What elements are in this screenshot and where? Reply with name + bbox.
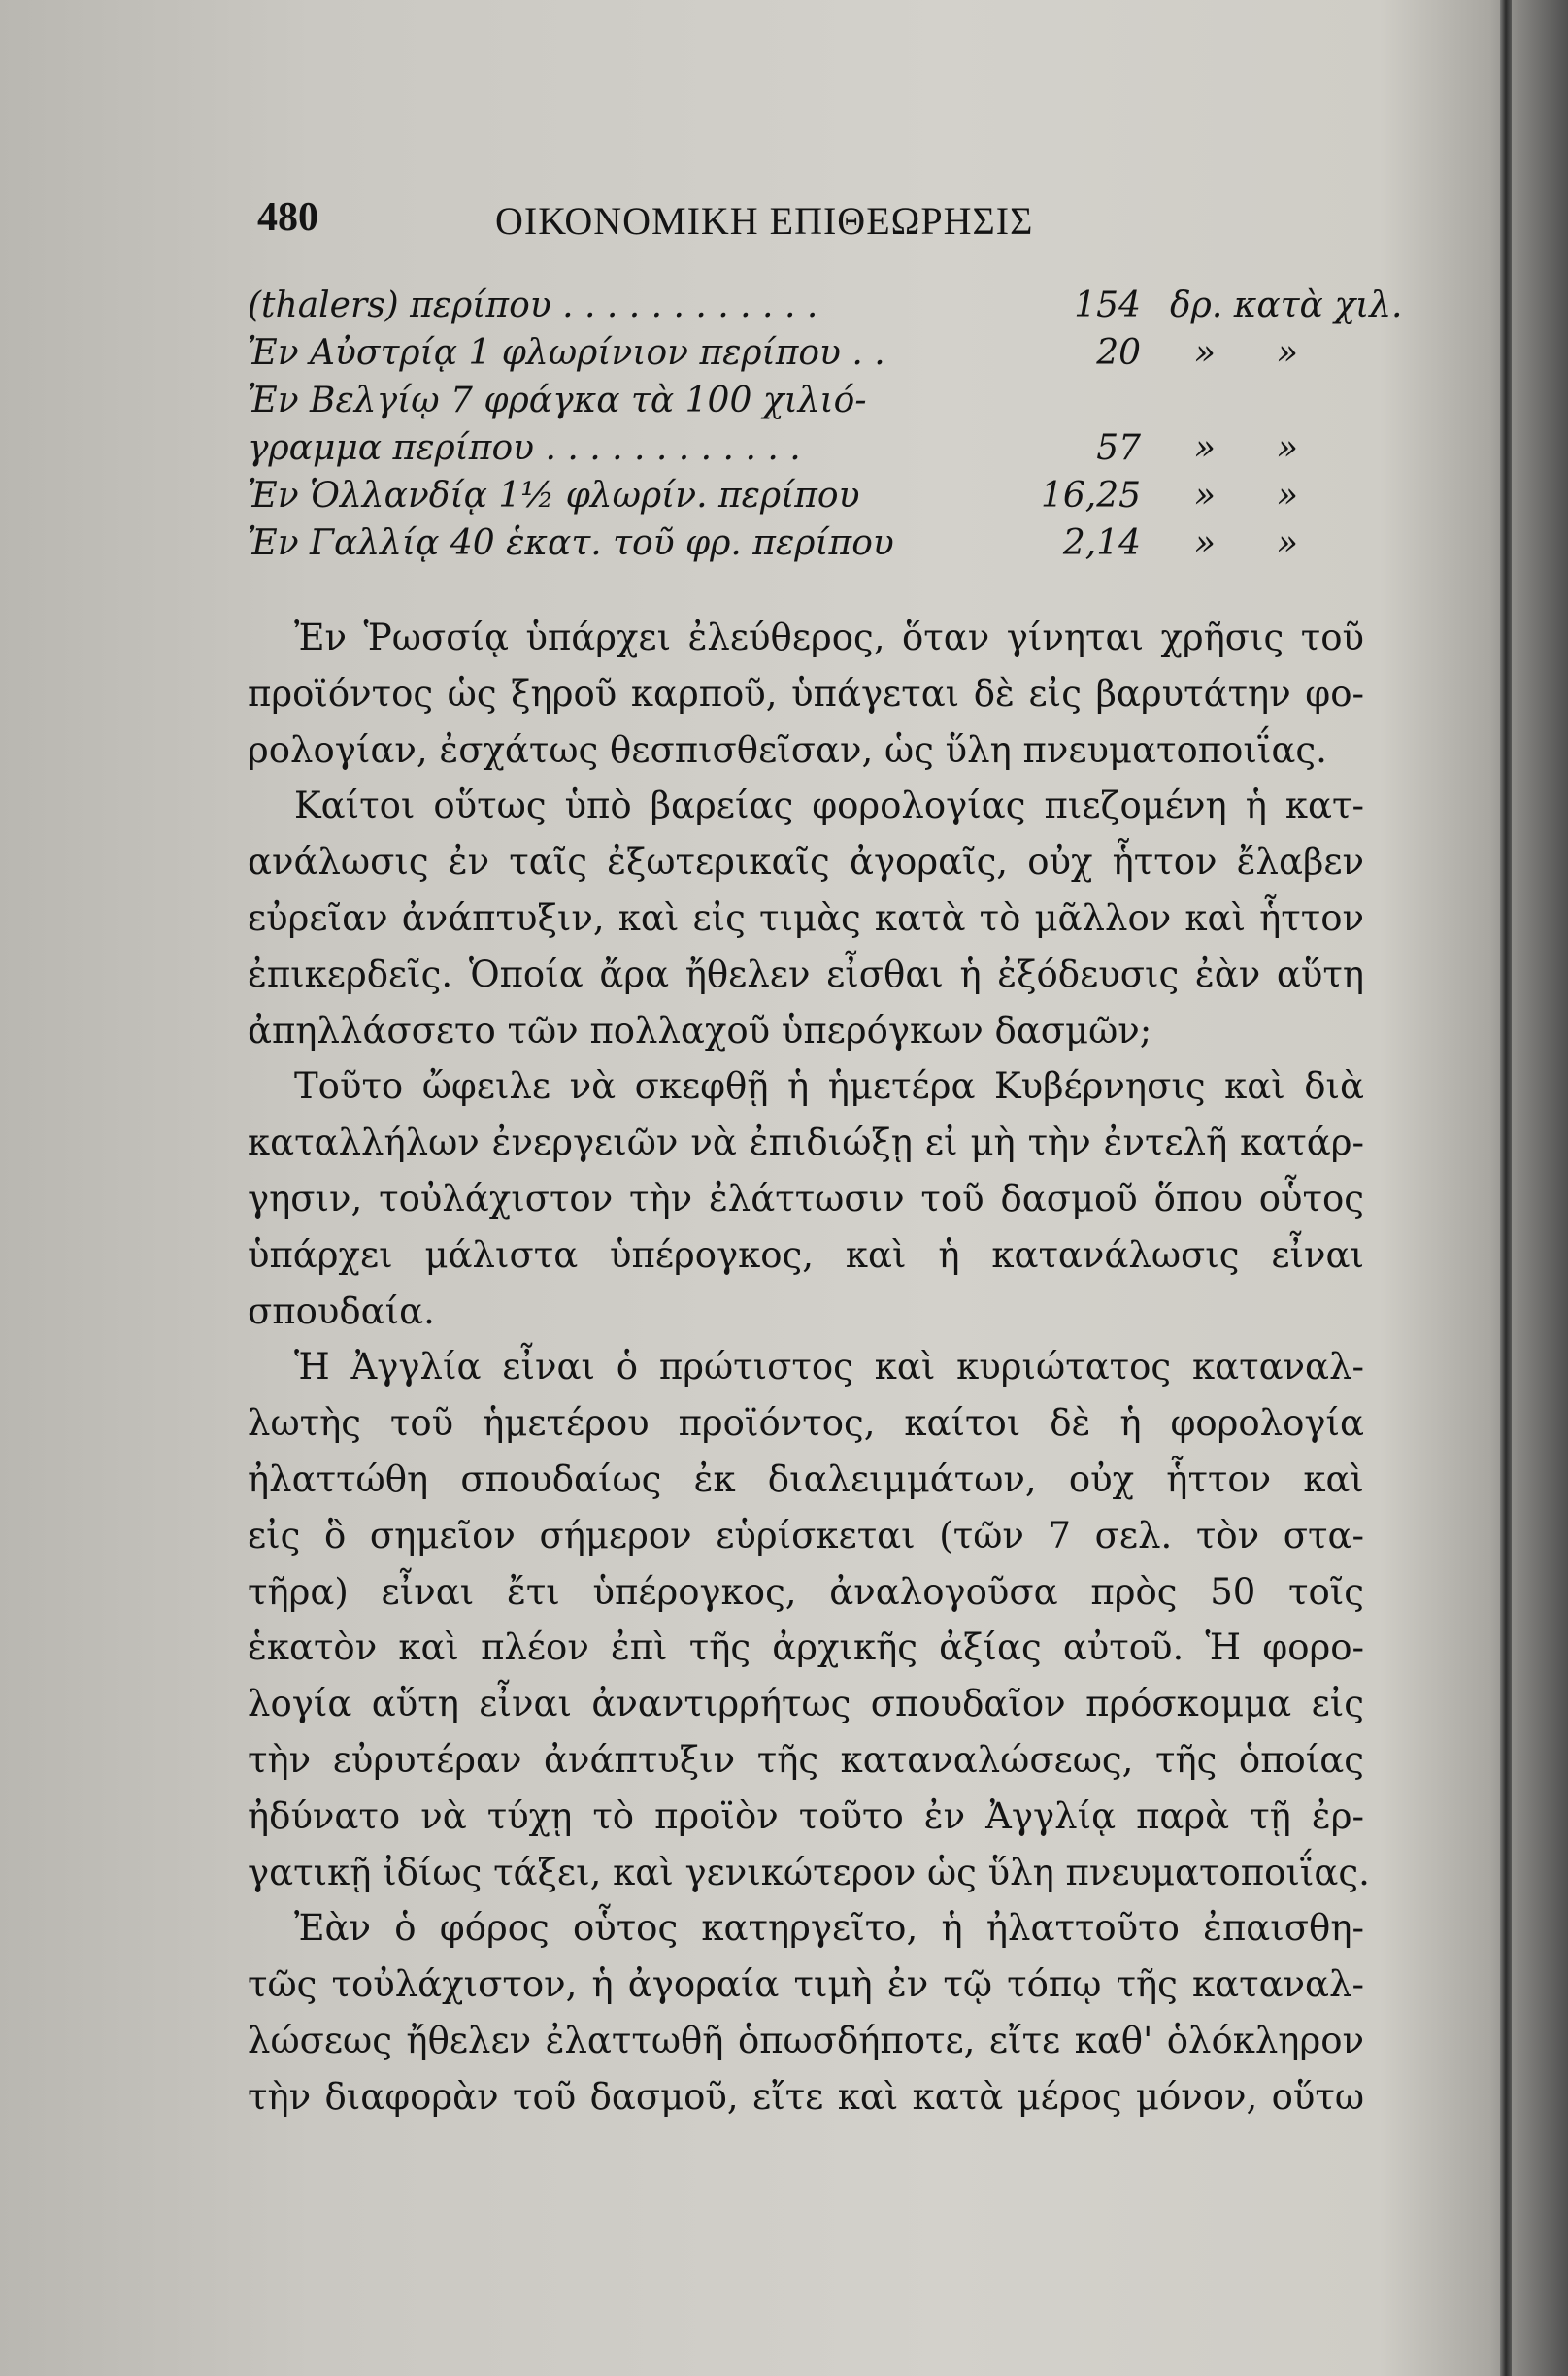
- table-row: [248, 476, 1364, 523]
- text-line: Τοῦτο ὤφειλε νὰ σκεφθῇ ἡ ἡμετέρα Κυβέρνησις καὶ διὰ: [294, 1065, 1364, 1108]
- price-table: [248, 285, 1403, 571]
- page-number: 480: [257, 195, 318, 240]
- book-gutter: [1500, 0, 1512, 2376]
- ditto-mark: »: [1194, 523, 1217, 563]
- table-row: [248, 523, 1364, 571]
- row-label: Ἐν Γαλλίᾳ 40 ἑκατ. τοῦ φρ. περίπου: [248, 523, 894, 563]
- text-line: γησιν, τοὐλάχιστον τὴν ἐλάττωσιν τοῦ δασμοῦ ὅπου οὗτος: [248, 1177, 1364, 1220]
- text-line: Καίτοι οὕτως ὑπὸ βαρείας φορολογίας πιεζομένη ἡ κατ-: [294, 785, 1364, 827]
- table-row: [248, 333, 1364, 381]
- row-unit: δρ. κατὰ χιλ.: [1170, 285, 1403, 325]
- text-line: λώσεως ἤθελεν ἐλαττωθῆ ὁπωσδήποτε, εἴτε καθ' ὁλόκληρον: [248, 2019, 1364, 2061]
- ditto-mark: »: [1277, 333, 1299, 373]
- text-line: εἰς ὃ σημεῖον σήμερον εὑρίσκεται (τῶν 7 σελ. τὸν στα-: [248, 1514, 1364, 1556]
- table-row: [248, 285, 1403, 333]
- text-line: ἑκατὸν καὶ πλέον ἐπὶ τῆς ἀρχικῆς ἀξίας αὐτοῦ. Ἡ φορο-: [248, 1626, 1364, 1669]
- running-head: [248, 194, 1364, 272]
- row-value: 2,14: [1062, 523, 1141, 563]
- text-line: τῆρα) εἶναι ἔτι ὑπέρογκος, ἀναλογοῦσα πρὸς 50 τοῖς: [248, 1570, 1364, 1613]
- book-page: [248, 194, 1403, 2125]
- ditto-mark: »: [1194, 476, 1217, 516]
- row-value: 154: [1074, 285, 1141, 325]
- text-line: λογία αὕτη εἶναι ἀναντιρρήτως σπουδαῖον πρόσκομμα εἰς: [248, 1683, 1364, 1725]
- ditto-mark: »: [1194, 428, 1217, 468]
- text-line: ἀπηλλάσσετο τῶν πολλαχοῦ ὑπερόγκων δασμῶν;: [248, 1009, 1152, 1052]
- text-line: Ἡ Ἀγγλία εἶναι ὁ πρώτιστος καὶ κυριώτατος καταναλ-: [294, 1346, 1364, 1389]
- text-line: ανάλωσις ἐν ταῖς ἐξωτερικαῖς ἀγοραῖς, οὐχ ἧττον ἔλαβεν: [248, 841, 1364, 884]
- text-line: καταλλήλων ἐνεργειῶν νὰ ἐπιδιώξῃ εἰ μὴ τὴν ἐντελῆ κατάρ-: [248, 1121, 1364, 1164]
- ditto-mark: »: [1277, 523, 1299, 563]
- row-value: 20: [1096, 333, 1141, 373]
- text-line: προϊόντος ὡς ξηροῦ καρποῦ, ὑπάγεται δὲ εἰς βαρυτάτην φο-: [248, 672, 1364, 715]
- text-line: τῶς τοὐλάχιστον, ἡ ἀγοραία τιμὴ ἐν τῷ τόπῳ τῆς καταναλ-: [248, 1963, 1364, 2006]
- row-label: Ἐν Αὐστρίᾳ 1 φλωρίνιον περίπου . .: [248, 333, 885, 373]
- ditto-mark: »: [1277, 476, 1299, 516]
- text-line: ἠδύνατο νὰ τύχῃ τὸ προϊὸν τοῦτο ἐν Ἀγγλίᾳ παρὰ τῇ ἐρ-: [248, 1794, 1364, 1837]
- row-value: 16,25: [1040, 476, 1141, 516]
- text-line: ὑπάρχει μάλιστα ὑπέρογκος, καὶ ἡ κατανάλωσις εἶναι: [248, 1233, 1364, 1276]
- running-title: ΟΙΚΟΝΟΜΙΚΗ ΕΠΙΘΕΩΡΗΣΙΣ: [495, 199, 1034, 243]
- row-label: Ἐν Ὁλλανδίᾳ 1½ φλωρίν. περίπου: [248, 476, 860, 516]
- table-row: [248, 381, 1364, 428]
- row-label: γραμμα περίπου . . . . . . . . . . . .: [248, 428, 801, 468]
- text-line: Ἐν Ῥωσσίᾳ ὑπάρχει ἐλεύθερος, ὅταν γίνηται χρῆσις τοῦ: [294, 617, 1364, 658]
- table-row: [248, 428, 1364, 476]
- ditto-mark: »: [1194, 333, 1217, 373]
- text-line: ἠλαττώθη σπουδαίως ἐκ διαλειμμάτων, οὐχ ἧττον καὶ: [248, 1457, 1364, 1500]
- text-line: ρολογίαν, ἐσχάτως θεσπισθεῖσαν, ὡς ὕλη πνευματοποιΐας.: [248, 728, 1327, 771]
- text-line: λωτὴς τοῦ ἡμετέρου προϊόντος, καίτοι δὲ ἡ φορολογία: [248, 1402, 1364, 1445]
- text-line: ἐπικερδεῖς. Ὁποία ἄρα ἤθελεν εἶσθαι ἡ ἐξόδευσις ἐὰν αὕτη: [248, 953, 1364, 995]
- text-line: Ἐὰν ὁ φόρος οὗτος κατηργεῖτο, ἡ ἠλαττοῦτο ἐπαισθη-: [294, 1907, 1364, 1950]
- row-value: 57: [1096, 428, 1141, 468]
- row-label: Ἐν Βελγίῳ 7 φράγκα τὰ 100 χιλιό-: [248, 381, 867, 420]
- body-text: [248, 610, 1370, 2125]
- text-line: τὴν εὐρυτέραν ἀνάπτυξιν τῆς καταναλώσεως, τῆς ὁποίας: [248, 1738, 1364, 1781]
- ditto-mark: »: [1277, 428, 1299, 468]
- text-line: τὴν διαφορὰν τοῦ δασμοῦ, εἴτε καὶ κατὰ μέρος μόνον, οὕτω: [248, 2075, 1364, 2118]
- text-line: σπουδαία.: [248, 1289, 435, 1332]
- row-label: (thalers) περίπου . . . . . . . . . . . .: [248, 285, 818, 325]
- text-line: εὐρεῖαν ἀνάπτυξιν, καὶ εἰς τιμὰς κατὰ τὸ μᾶλλον καὶ ἧττον: [248, 896, 1364, 939]
- text-line: γατικῇ ἰδίως τάξει, καὶ γενικώτερον ὡς ὕλη πνευματοποιΐας.: [248, 1851, 1370, 1893]
